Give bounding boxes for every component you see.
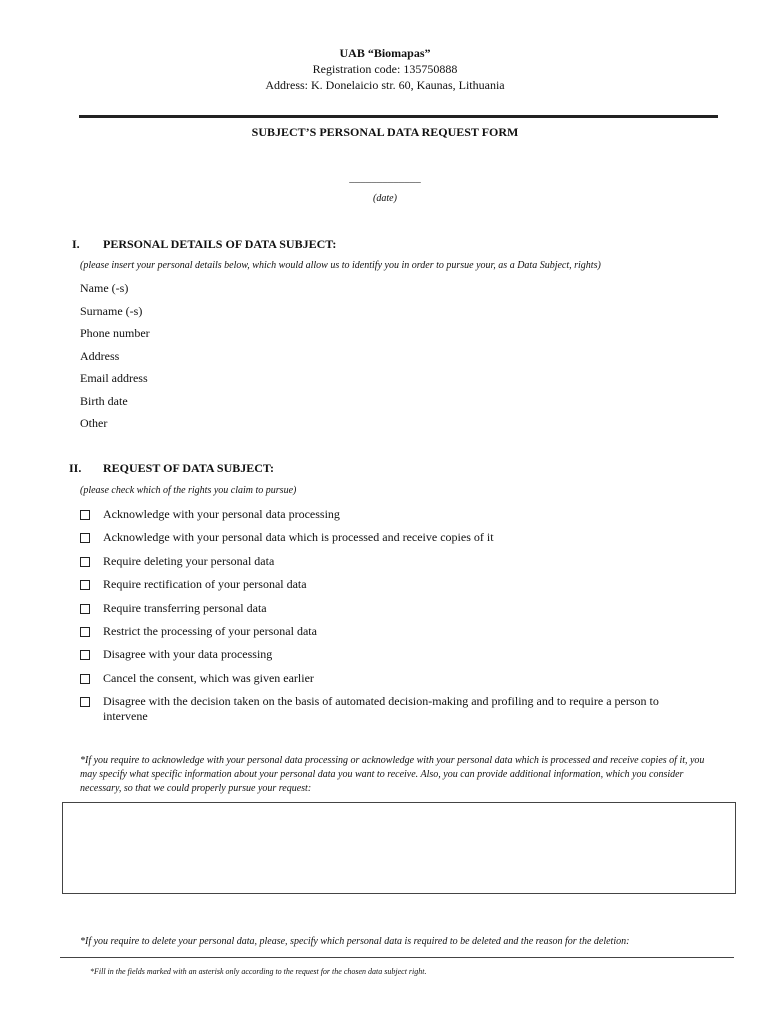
request-checkbox[interactable] <box>80 557 90 567</box>
section-2-title: REQUEST OF DATA SUBJECT: <box>103 461 275 475</box>
personal-detail-field[interactable]: Email address <box>80 371 148 385</box>
request-option-label: Require deleting your personal data <box>103 553 275 568</box>
delete-note: *If you require to delete your personal data, please, specify which personal data is required to be deleted and the reason for the deletion: <box>80 936 630 947</box>
form-title: SUBJECT’S PERSONAL DATA REQUEST FORM <box>251 125 519 139</box>
footnote: *Fill in the fields marked with an asterisk only according to the request for the chosen data subject right. <box>90 967 427 976</box>
request-option-label: Disagree with your data processing <box>103 647 273 662</box>
request-checkbox[interactable] <box>80 580 90 590</box>
request-checkbox[interactable] <box>80 674 90 684</box>
request-checkbox[interactable] <box>80 697 90 707</box>
personal-detail-field[interactable]: Other <box>80 416 108 430</box>
header-divider <box>79 115 718 118</box>
request-checkbox[interactable] <box>80 533 90 543</box>
request-option-label: Acknowledge with your personal data processing <box>103 507 340 521</box>
company-address: Address: K. Donelaicio str. 60, Kaunas, Lithuania <box>265 78 505 92</box>
section-1-note: (please insert your personal details below, which would allow us to identify you in order to pursue your, as a Data Subject, rights) <box>80 260 601 271</box>
personal-detail-field[interactable]: Address <box>80 348 120 363</box>
request-option-label: Acknowledge with your personal data which is processed and receive copies of it <box>103 530 494 545</box>
footnote-divider <box>60 957 734 958</box>
request-option-label: Cancel the consent, which was given earlier <box>103 670 314 685</box>
section-1-number: I. <box>72 237 80 251</box>
personal-detail-field[interactable]: Birth date <box>80 393 128 408</box>
section-1-title: PERSONAL DETAILS OF DATA SUBJECT: <box>103 237 337 251</box>
company-name: UAB “Biomapas” <box>339 46 431 60</box>
section-2-number: II. <box>69 461 82 475</box>
acknowledge-note: *If you require to acknowledge with your personal data processing or acknowledge with your personal data which is processed and receive copies of it, you may specify what specific information about your personal data you want to receive. Also, you can provide additional information, which you consider necessary, so that we could properly pursue your request: <box>80 755 705 794</box>
request-option-label: Disagree with the decision taken on the basis of automated decision-making and profiling and to require a person to intervene <box>103 694 659 724</box>
request-option-label: Require rectification of your personal data <box>103 577 307 592</box>
request-checkbox[interactable] <box>80 627 90 637</box>
date-label: (date) <box>373 193 397 204</box>
personal-detail-field[interactable]: Name (-s) <box>80 281 129 295</box>
registration-code: Registration code: 135750888 <box>312 62 458 76</box>
personal-detail-field[interactable]: Phone number <box>80 326 150 340</box>
request-option-label: Restrict the processing of your personal data <box>103 624 317 638</box>
additional-info-textbox[interactable] <box>62 802 736 894</box>
request-checkbox[interactable] <box>80 604 90 614</box>
request-checkbox[interactable] <box>80 650 90 660</box>
date-line[interactable]: _____________ <box>349 172 421 184</box>
personal-detail-field[interactable]: Surname (-s) <box>80 303 143 318</box>
request-checkbox[interactable] <box>80 510 90 520</box>
request-option-label: Require transferring personal data <box>103 600 267 615</box>
section-2-note: (please check which of the rights you claim to pursue) <box>80 485 297 496</box>
